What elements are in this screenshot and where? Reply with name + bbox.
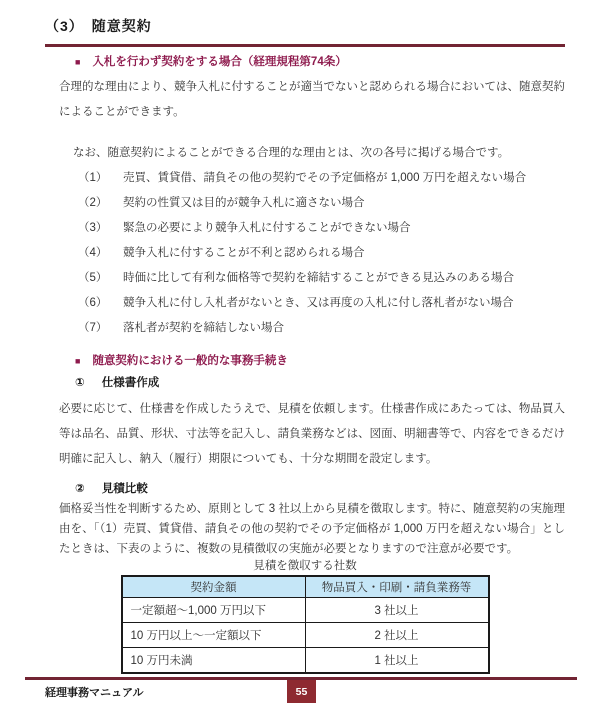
cell-company-count: 1 社以上	[305, 647, 489, 673]
subsection-heading-quote-compare	[75, 482, 565, 497]
list-item-number: （1）	[78, 171, 108, 184]
list-item	[78, 291, 565, 316]
section-heading-general-procedure	[75, 354, 565, 368]
section-heading-no-bid-contract	[75, 55, 565, 69]
subsection-title: 仕様書作成	[101, 376, 160, 389]
list-item-text: 緊急の必要により競争入札に付することができない場合	[123, 221, 411, 234]
list-item-text: 売買、賃貸借、請負その他の契約でその予定価格が 1,000 万円を超えない場合	[123, 171, 527, 184]
list-item-text: 落札者が契約を締結しない場合	[123, 321, 284, 334]
square-bullet-icon: ■	[75, 56, 81, 67]
paragraph-quote-compare: 価格妥当性を判断するため、原則として 3 社以上から見積を徴取します。特に、随意契約の実施理由を、「（1）売買、賃貸借、請負その他の契約でその予定価格が 1,000 万円を超えない場合」としたときは、下表のように、複数の見積徴収の実施が必要となりますので注意が必要です。	[59, 502, 565, 555]
manual-name: 経理事務マニュアル	[45, 687, 144, 699]
list-item	[78, 166, 565, 191]
section-heading-label: 入札を行わず契約をする場合（経理規程第74条）	[92, 55, 347, 68]
list-item	[78, 191, 565, 216]
cell-amount-range: 10 万円以上～一定額以下	[122, 622, 306, 647]
page-footer	[25, 677, 577, 699]
list-item-text: 競争入札に付することが不利と認められる場合	[123, 246, 365, 259]
subsection-title: 見積比較	[101, 482, 148, 495]
table-row	[122, 597, 489, 622]
paragraph-nao-intro: なお、随意契約によることができる合理的な理由とは、次の各号に掲げる場合です。	[73, 146, 510, 159]
paragraph-spec-sheet: 必要に応じて、仕様書を作成したうえで、見積を依頼します。仕様書作成にあたっては、物品買入等は品名、品質、形状、寸法等を記入し、請負業務などは、図面、明細書等で、内容をできるだけ明確に記入し、納入（履行）期限についても、十分な期間を設定します。	[59, 402, 565, 465]
cell-company-count: 2 社以上	[305, 622, 489, 647]
list-item-number: （5）	[78, 271, 108, 284]
title-divider	[45, 44, 565, 47]
list-item-number: （6）	[78, 296, 108, 309]
table-row	[122, 622, 489, 647]
list-item-number: （2）	[78, 196, 108, 209]
cell-amount-range: 一定額超～1,000 万円以下	[122, 597, 306, 622]
table-caption: 見積を徴収する社数	[253, 559, 357, 572]
reason-list	[78, 166, 565, 341]
cell-amount-range: 10 万円未満	[122, 647, 306, 673]
list-item-number: （7）	[78, 321, 108, 334]
circled-number-icon: ②	[75, 482, 85, 495]
list-item-text: 競争入札に付し入札者がないとき、又は再度の入札に付し落札者がない場合	[123, 296, 514, 309]
list-item	[78, 316, 565, 341]
column-header-contract-amount: 契約金額	[122, 576, 306, 598]
list-item-number: （3）	[78, 221, 108, 234]
list-item	[78, 266, 565, 291]
table-header-row	[122, 576, 489, 598]
list-item-text: 契約の性質又は目的が競争入札に適さない場合	[123, 196, 365, 209]
page-title: （3） 随意契約	[45, 18, 152, 34]
cell-company-count: 3 社以上	[305, 597, 489, 622]
table-row	[122, 647, 489, 673]
subsection-heading-spec-sheet	[75, 376, 565, 391]
page-number-badge: 55	[287, 680, 316, 703]
list-item	[78, 216, 565, 241]
section-heading-label: 随意契約における一般的な事務手続き	[92, 354, 288, 367]
paragraph-rational-reason: 合理的な理由により、競争入札に付することが適当でないと認められる場合においては、随意契約によることができます。	[59, 80, 565, 118]
list-item-text: 時価に比して有利な価格等で契約を締結することができる見込みのある場合	[123, 271, 514, 284]
column-header-business-type: 物品買入・印刷・請負業務等	[305, 576, 489, 598]
square-bullet-icon: ■	[75, 355, 81, 366]
circled-number-icon: ①	[75, 376, 85, 389]
list-item-number: （4）	[78, 246, 108, 259]
quote-company-count-table	[121, 575, 490, 674]
list-item	[78, 241, 565, 266]
